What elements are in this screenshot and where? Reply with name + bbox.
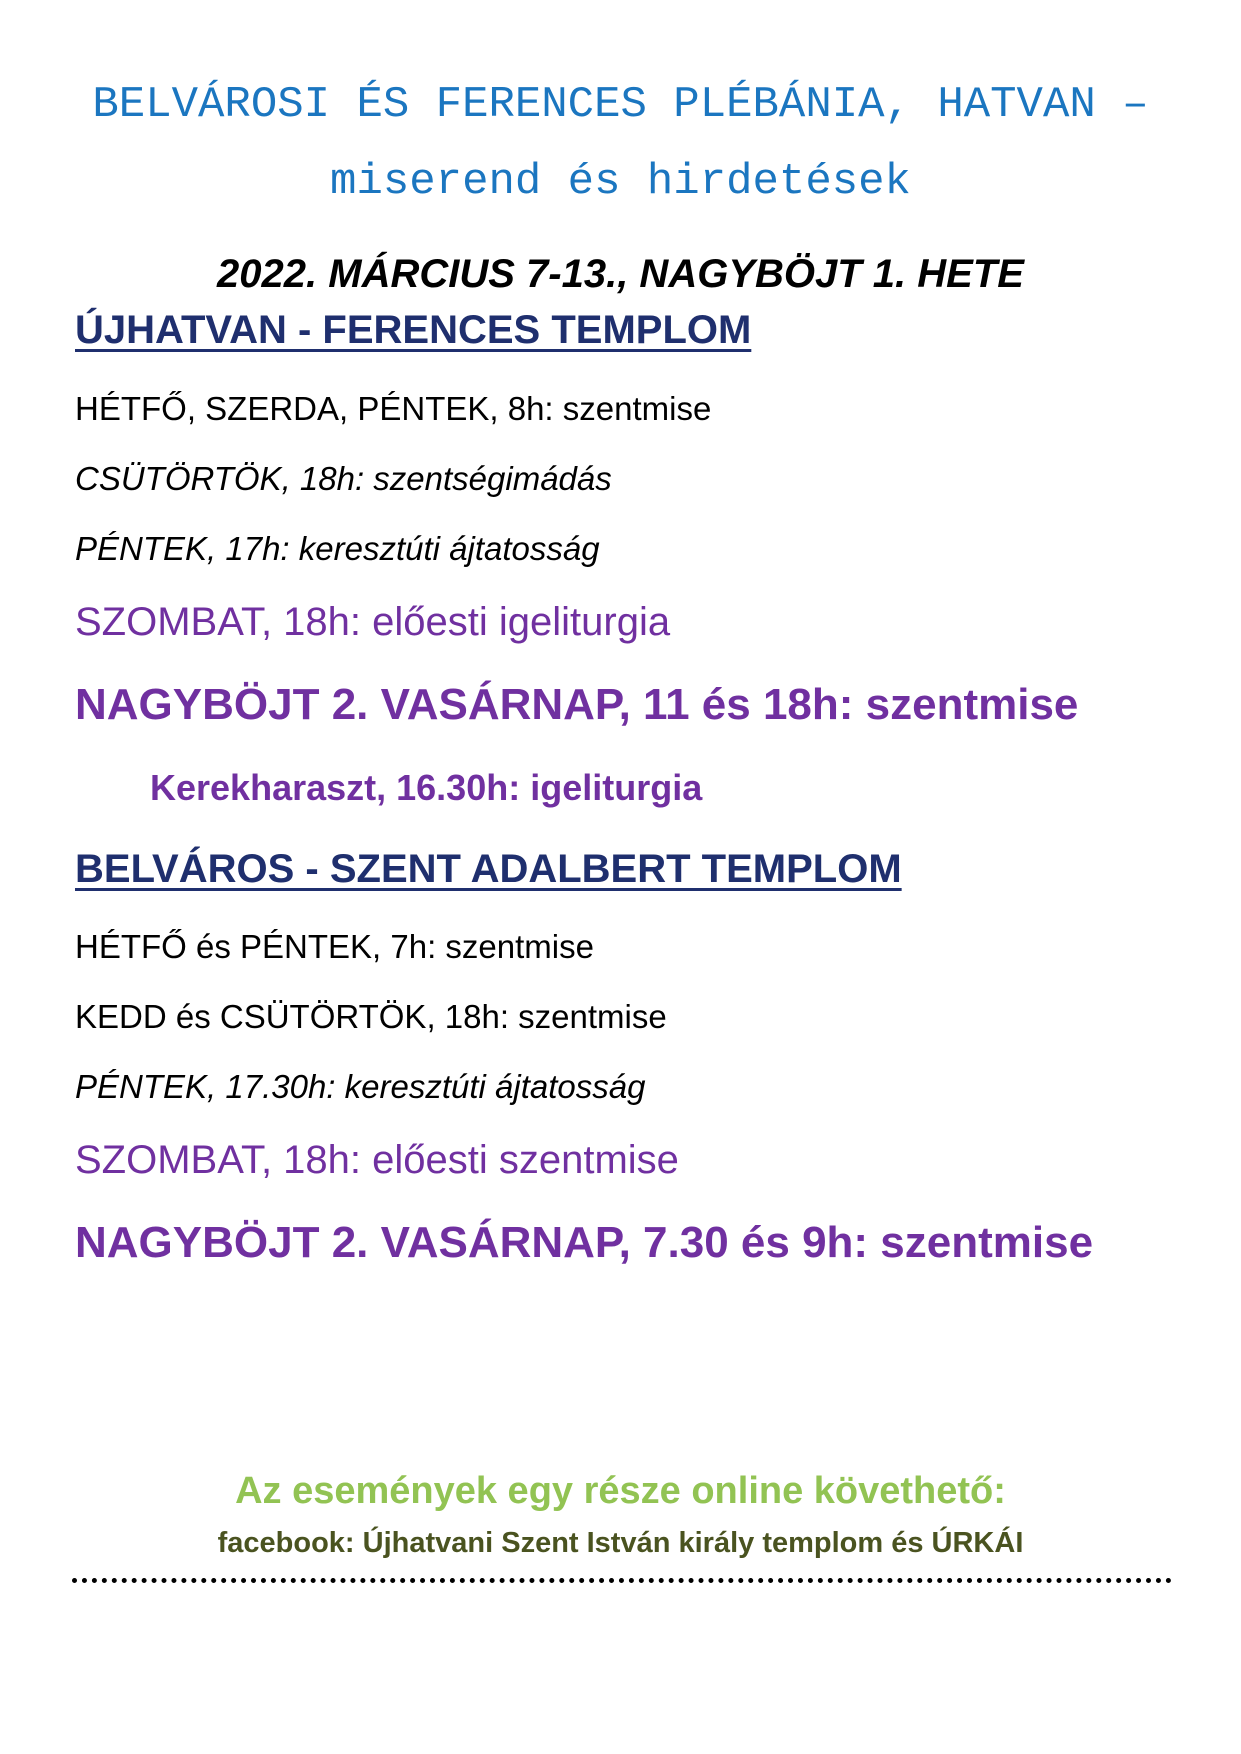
week-date: 2022. MÁRCIUS 7-13., NAGYBÖJT 1. HETE: [217, 252, 1024, 296]
ujhatvan-heading: ÚJHATVAN - FERENCES TEMPLOM: [75, 308, 752, 352]
ujhatvan-sunday: NAGYBÖJT 2. VASÁRNAP, 11 és 18h: szentmise: [75, 680, 1079, 729]
ujhatvan-saturday: SZOMBAT, 18h: előesti igeliturgia: [75, 600, 671, 644]
facebook-notice: facebook: Újhatvani Szent István király templom és ÚRKÁI: [217, 1527, 1024, 1559]
belvaros-friday-stations: PÉNTEK, 17.30h: keresztúti ájtatosság: [75, 1068, 646, 1105]
parish-subtitle: miserend és hirdetések: [330, 157, 911, 207]
belvaros-tue-thu-mass: KEDD és CSÜTÖRTÖK, 18h: szentmise: [75, 998, 667, 1035]
dotted-divider: [72, 1578, 1172, 1583]
belvaros-mon-fri-mass: HÉTFŐ és PÉNTEK, 7h: szentmise: [75, 928, 594, 965]
parish-title: BELVÁROSI ÉS FERENCES PLÉBÁNIA, HATVAN –: [92, 80, 1149, 130]
belvaros-heading: BELVÁROS - SZENT ADALBERT TEMPLOM: [75, 847, 902, 891]
kerekharaszt-liturgy: Kerekharaszt, 16.30h: igeliturgia: [150, 767, 703, 808]
ujhatvan-weekday-mass: HÉTFŐ, SZERDA, PÉNTEK, 8h: szentmise: [75, 390, 712, 427]
belvaros-sunday: NAGYBÖJT 2. VASÁRNAP, 7.30 és 9h: szentmise: [75, 1218, 1094, 1267]
online-notice: Az események egy része online követhető:: [235, 1470, 1006, 1512]
ujhatvan-thursday-adoration: CSÜTÖRTÖK, 18h: szentségimádás: [75, 460, 612, 497]
belvaros-saturday: SZOMBAT, 18h: előesti szentmise: [75, 1138, 679, 1182]
ujhatvan-friday-stations: PÉNTEK, 17h: keresztúti ájtatosság: [75, 530, 600, 567]
